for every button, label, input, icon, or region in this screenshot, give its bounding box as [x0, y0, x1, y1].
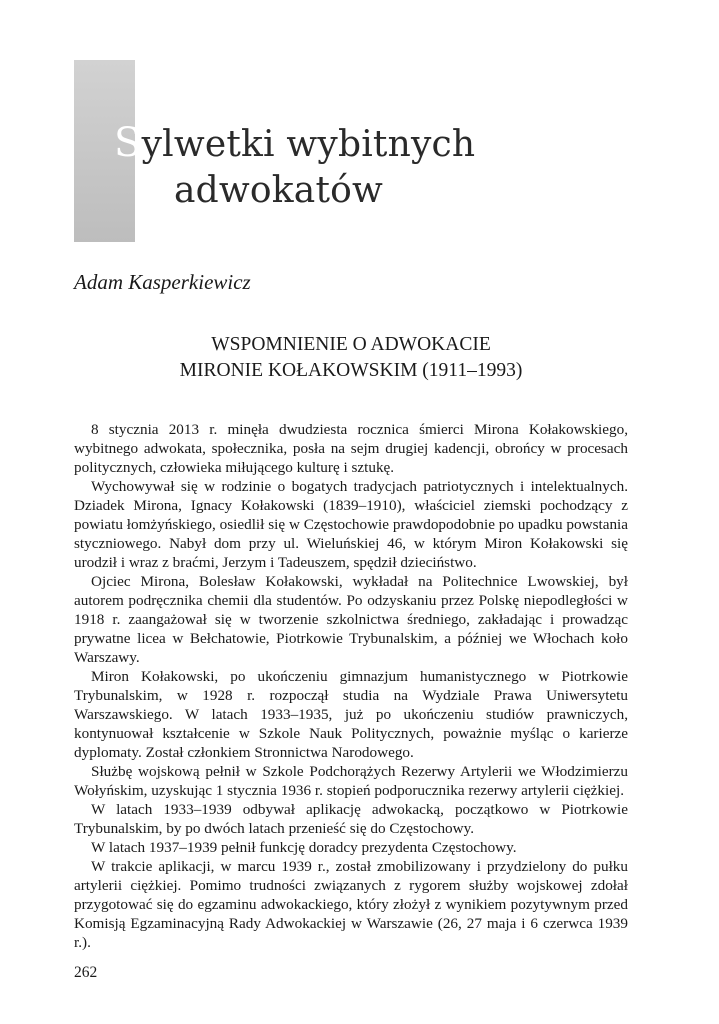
paragraph: Ojciec Mirona, Bolesław Kołakowski, wykładał na Politechnice Lwowskiej, był autorem podręcznika chemii dla studentów. Po odzyskaniu przez Polskę niepodległości w 1918 r. zaangażował się w tworzenie szkolnictwa średniego, zakładając i prowadząc prywatne licea w Bełchatowie, Piotrkowie Trybunalskim, a później we Włochach koło Warszawy. — [74, 573, 628, 666]
paragraph: W latach 1937–1939 pełnił funkcję doradcy prezydenta Częstochowy. — [91, 839, 517, 856]
article-author: Adam Kasperkiewicz — [74, 270, 251, 294]
section-title — [114, 120, 475, 214]
article-title-line2: MIRONIE KOŁAKOWSKIM (1911–1993) — [179, 360, 523, 381]
paragraph: Miron Kołakowski, po ukończeniu gimnazjum humanistycznego w Piotrkowie Trybunalskim, w 1928 r. rozpoczął studia na Wydziale Prawa Uniwersytetu Warszawskiego. W latach 1933–1935, już po ukończeniu studiów prawniczych, kontynuował kształcenie w Szkole Nauk Politycznych, poważnie myśląc o karierze dyplomaty. Został członkiem Stronnictwa Narodowego. — [74, 668, 628, 761]
article-title — [74, 332, 628, 384]
paragraph: W trakcie aplikacji, w marcu 1939 r., został zmobilizowany i przydzielony do pułku artylerii ciężkiej. Pomimo trudności związanych z rygorem służby wojskowej zdołał przygotować się do egzaminu adwokackiego, który złożył z wynikiem pozytywnym przed Komisją Egzaminacyjną Rady Adwokackiej w Warszawie (26, 27 maja i 6 czerwca 1939 r.). — [74, 858, 628, 951]
paragraph: 8 stycznia 2013 r. minęła dwudziesta rocznica śmierci Mirona Kołakowskiego, wybitnego adwokata, społecznika, posła na sejm drugiej kadencji, obrońcy w procesach politycznych, człowieka miłującego kulturę i sztukę. — [74, 421, 628, 476]
section-title-line1: ylwetki wybitnych — [141, 124, 476, 165]
paragraph: W latach 1933–1939 odbywał aplikację adwokacką, początkowo w Piotrkowie Trybunalskim, by po dwóch latach przenieść się do Częstochowy. — [74, 801, 628, 837]
page-number: 262 — [74, 964, 98, 981]
article-title-line1: WSPOMNIENIE O ADWOKACIE — [211, 334, 491, 355]
section-title-line2: adwokatów — [174, 170, 384, 211]
article-body — [74, 420, 628, 952]
paragraph: Służbę wojskową pełnił w Szkole Podchorążych Rezerwy Artylerii we Włodzimierzu Wołyńskim, uzyskując 1 stycznia 1936 r. stopień podporucznika rezerwy artylerii ciężkiej. — [74, 763, 628, 799]
section-title-initial: S — [114, 120, 142, 166]
paragraph: Wychowywał się w rodzinie o bogatych tradycjach patriotycznych i intelektualnych. Dziadek Mirona, Ignacy Kołakowski (1839–1910), właściciel ziemski pochodzący z powiatu łomżyńskiego, osiedlił się w Częstochowie prawdopodobnie po upadku powstania styczniowego. Nabył dom przy ul. Wieluńskiej 46, w którym Miron Kołakowski się urodził i wraz z braćmi, Jerzym i Tadeuszem, spędził dzieciństwo. — [74, 478, 628, 571]
